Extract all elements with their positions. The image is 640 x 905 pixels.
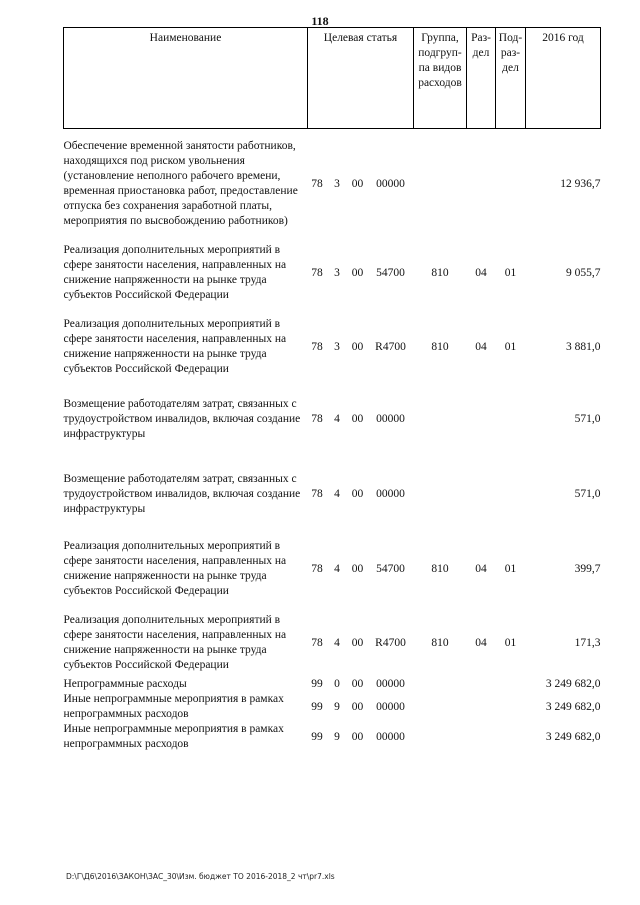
cell-cs2: 3 (334, 266, 340, 279)
cell-subsection: 01 (504, 266, 517, 279)
cell-section: 04 (475, 266, 487, 279)
cell-cs1: 78 (311, 266, 323, 279)
cell-amount: 9 055,7 (566, 266, 601, 279)
cell-amount: 12 936,7 (560, 177, 601, 190)
table-row (64, 539, 601, 599)
page-number: 118 (311, 14, 329, 28)
cell-amount: 3 249 682,0 (545, 678, 601, 690)
cell-subsection (496, 472, 526, 517)
row-spacer (64, 303, 601, 317)
row-spacer (64, 129, 601, 140)
cell-cs3: 00 (351, 413, 364, 425)
cell-name: Иные непрограммные мероприятия в рамках непрограммных расходов (63, 723, 284, 750)
table-header-row (64, 28, 601, 129)
cell-group (414, 139, 467, 229)
cell-cs4: R4700 (375, 340, 406, 353)
cell-cs1: 99 (311, 700, 323, 713)
cell-cs2: 3 (334, 340, 340, 353)
cell-cs3: 00 (351, 488, 364, 500)
cell-cs4: 00000 (376, 488, 405, 500)
cell-name: Возмещение работодателям затрат, связанных с трудоустройством инвалидов, включая создание инфраструктуры (63, 473, 301, 515)
cell-cs1: 78 (311, 562, 323, 575)
cell-cs3: 00 (351, 730, 364, 743)
cell-cs4: 00000 (376, 730, 405, 743)
cell-section: 04 (475, 562, 487, 575)
cell-name: Реализация дополнительных мероприятий в сфере занятости населения, направленных на снижение напряженности на рынке труда субъектов Российской Федерации (63, 540, 287, 597)
cell-cs3: 00 (351, 562, 364, 575)
cell-name: Возмещение работодателям затрат, связанных с трудоустройством инвалидов, включая создание инфраструктуры (63, 398, 301, 440)
cell-name: Иные непрограммные мероприятия в рамках непрограммных расходов (63, 693, 284, 720)
cell-cs2: 4 (334, 488, 340, 500)
cell-cs2: 4 (334, 562, 340, 575)
cell-subsection (496, 139, 526, 229)
cell-name: Реализация дополнительных мероприятий в сфере занятости населения, направленных на снижение напряженности на рынке труда субъектов Российской Федерации (63, 244, 287, 301)
cell-cs1: 78 (311, 636, 323, 649)
cell-cs2: 0 (334, 678, 340, 690)
budget-table (63, 27, 601, 752)
cell-amount: 3 249 682,0 (545, 700, 601, 713)
cell-section: 04 (475, 340, 487, 353)
cell-section (467, 692, 496, 722)
cell-group: 810 (431, 636, 449, 649)
cell-cs2: 3 (334, 177, 340, 190)
cell-amount: 571,0 (574, 413, 601, 425)
row-spacer (64, 442, 601, 472)
table-row (64, 243, 601, 303)
table-row (64, 722, 601, 752)
cell-cs4: 00000 (376, 413, 405, 425)
row-spacer (64, 377, 601, 397)
cell-section (467, 722, 496, 752)
cell-group (414, 472, 467, 517)
cell-subsection: 01 (504, 340, 517, 353)
cell-cs4: 00000 (376, 177, 405, 190)
cell-cs4: 00000 (376, 700, 405, 713)
cell-cs1: 78 (311, 488, 323, 500)
table-row (64, 692, 601, 722)
cell-amount: 171,3 (574, 636, 601, 649)
table-row (64, 613, 601, 673)
cell-group: 810 (431, 266, 449, 279)
header-expense-group: Группа, подгруп-па видов расходов (414, 28, 467, 129)
row-spacer (64, 229, 601, 243)
cell-group (414, 397, 467, 442)
header-section: Раз-дел (467, 28, 496, 129)
cell-cs2: 9 (334, 700, 340, 713)
cell-amount: 3 881,0 (566, 340, 601, 353)
cell-section (467, 677, 496, 692)
cell-cs1: 99 (311, 730, 323, 743)
cell-cs1: 78 (311, 413, 323, 425)
cell-cs2: 4 (334, 636, 340, 649)
cell-cs1: 78 (311, 340, 323, 353)
table-row (64, 139, 601, 229)
cell-cs3: 00 (351, 678, 364, 690)
cell-cs4: 00000 (376, 678, 405, 690)
cell-cs3: 00 (351, 340, 364, 353)
row-spacer (64, 599, 601, 613)
cell-group: 810 (431, 340, 449, 353)
cell-subsection (496, 677, 526, 692)
cell-section: 04 (475, 636, 487, 649)
cell-subsection: 01 (504, 562, 517, 575)
cell-group (414, 722, 467, 752)
cell-subsection (496, 692, 526, 722)
cell-cs3: 00 (351, 700, 364, 713)
cell-section (467, 472, 496, 517)
header-target-article: Целевая статья (308, 28, 414, 129)
cell-cs1: 99 (311, 678, 323, 690)
header-year: 2016 год (526, 28, 601, 129)
cell-amount: 399,7 (574, 562, 601, 575)
cell-section (467, 139, 496, 229)
cell-cs4: R4700 (375, 636, 406, 649)
table-row (64, 317, 601, 377)
table-row (64, 472, 601, 517)
row-spacer (64, 517, 601, 539)
cell-cs3: 00 (351, 266, 364, 279)
cell-name: Реализация дополнительных мероприятий в сфере занятости населения, направленных на снижение напряженности на рынке труда субъектов Российской Федерации (63, 318, 287, 375)
header-subsection: Под-раз-дел (496, 28, 526, 129)
cell-group: 810 (431, 562, 449, 575)
cell-name: Непрограммные расходы (63, 678, 187, 690)
cell-section (467, 397, 496, 442)
cell-amount: 571,0 (574, 488, 601, 500)
cell-name: Обеспечение временной занятости работников, находящихся под риском увольнения (установление неполного рабочего времени, временная приостановка работ, предоставление отпуска без сохранения заработной платы, мероприятия по высвобождению работников) (63, 140, 298, 227)
cell-subsection (496, 722, 526, 752)
cell-cs1: 78 (311, 177, 323, 190)
cell-cs3: 00 (351, 177, 364, 190)
cell-cs2: 9 (334, 730, 340, 743)
table-row (64, 677, 601, 692)
cell-subsection: 01 (504, 636, 517, 649)
cell-subsection (496, 397, 526, 442)
header-name: Наименование (64, 28, 308, 129)
cell-cs4: 54700 (376, 562, 405, 575)
cell-group (414, 677, 467, 692)
cell-cs2: 4 (334, 413, 340, 425)
file-path-footer: D:\Г\Д6\2016\ЗАКОН\ЗАС_30\Изм. бюджет ТО 2016-2018_2 чт\pr7.xls (66, 872, 335, 881)
cell-amount: 3 249 682,0 (545, 730, 601, 743)
cell-name: Реализация дополнительных мероприятий в сфере занятости населения, направленных на снижение напряженности на рынке труда субъектов Российской Федерации (63, 614, 287, 671)
table-row (64, 397, 601, 442)
cell-group (414, 692, 467, 722)
cell-cs3: 00 (351, 636, 364, 649)
cell-cs4: 54700 (376, 266, 405, 279)
